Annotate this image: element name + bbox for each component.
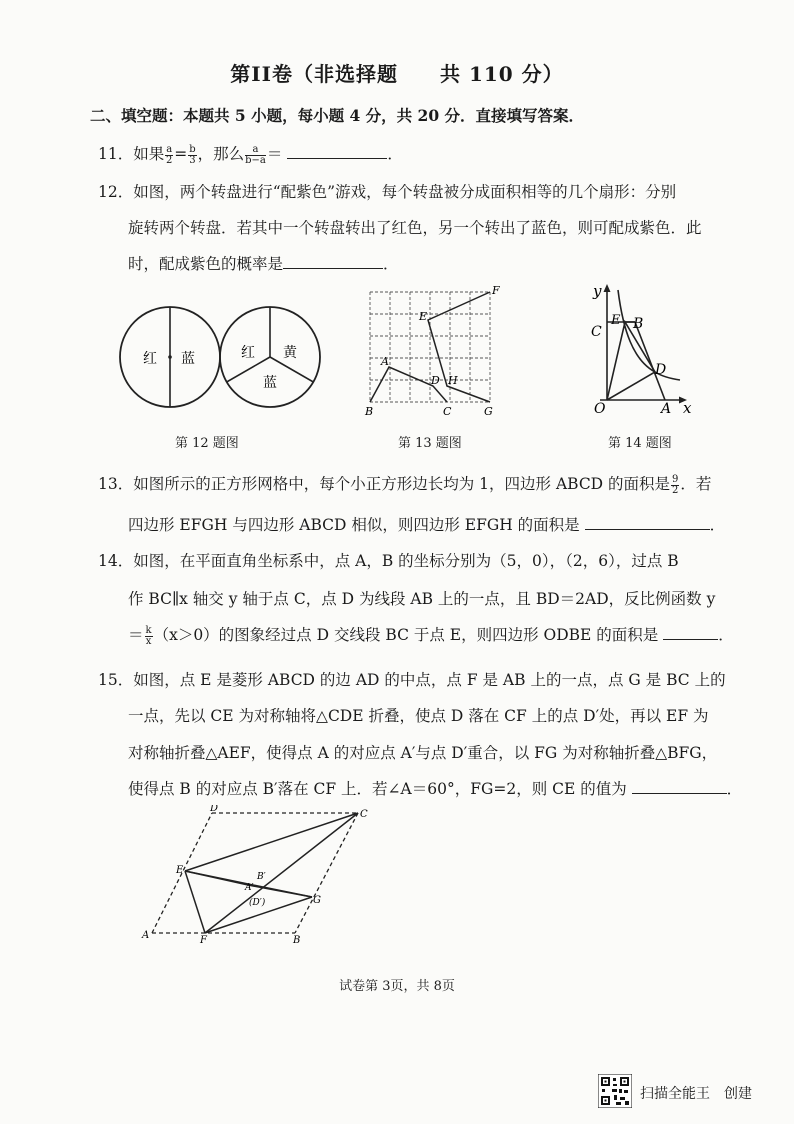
end-mark: ．: [718, 626, 734, 644]
fraction-a-over-2: [165, 145, 173, 166]
question-14-line-3: [128, 623, 734, 647]
q15-text: 使得点 B 的对应点 B′落在 CF 上．若∠A＝60°，FG=2，则 CE 的值为: [128, 780, 627, 798]
point-label: F: [492, 285, 500, 297]
point-label: C: [443, 405, 452, 418]
question-11: [98, 142, 403, 166]
axis-label: y: [593, 282, 602, 300]
frac-den: 2: [672, 484, 679, 496]
end-mark: ．: [709, 516, 726, 534]
section-heading: 二、填空题：本题共 5 小题，每小题 4 分，共 20 分．直接填写答案．: [90, 106, 585, 125]
point-label: E: [419, 310, 428, 323]
q13-text: 如图所示的正方形网格中，每个小正方形边长均为 1，四边形 ABCD 的面积是: [133, 475, 671, 493]
point-label: D: [655, 362, 667, 378]
figure-13-caption: 第 13 题图: [398, 436, 462, 451]
fraction-a-over-b-minus-a: [245, 145, 266, 166]
spinner-1-sector-label: 红: [143, 351, 157, 367]
origin-label: O: [594, 401, 606, 417]
point-label: C: [591, 324, 602, 340]
question-15-line-2: 一点，先以 CE 为对称轴将△CDE 折叠，使点 D 落在 CF 上的点 D′处，再以 EF 为: [128, 707, 709, 725]
point-label: H: [448, 374, 458, 387]
spinner-2-sector-label: 黄: [283, 345, 297, 361]
question-14-line-1: [98, 549, 679, 571]
q14-text: （x＞0）的图象经过点 D 交线段 BC 于点 E，则四边形 ODBE 的面积是: [153, 626, 659, 644]
frac-den: 3: [189, 154, 196, 166]
answer-blank[interactable]: [632, 779, 727, 794]
axis-label: x: [683, 399, 692, 417]
question-12-line-1: [98, 180, 676, 202]
qr-code-icon: [598, 1074, 632, 1108]
end-mark: ．: [383, 255, 399, 273]
end-mark: ．: [726, 780, 743, 798]
figure-13-grid: [360, 285, 510, 420]
point-label: D: [431, 374, 440, 387]
point-label: E: [176, 865, 184, 876]
q14-text: ＝: [128, 626, 144, 644]
point-label: G: [484, 405, 493, 418]
q11-text-b: ，那么: [197, 145, 245, 163]
figure-12-caption: 第 12 题图: [175, 436, 239, 451]
figure-14-caption: 第 14 题图: [608, 436, 672, 451]
answer-blank[interactable]: [283, 254, 383, 269]
question-number: 15．: [98, 671, 134, 689]
answer-blank[interactable]: [287, 144, 387, 159]
point-label: G: [313, 895, 321, 906]
scanner-watermark: 扫描全能王 创建: [640, 1086, 752, 1102]
answer-blank[interactable]: [663, 625, 718, 640]
section-title: 第II卷（非选择题 共 110 分）: [230, 62, 564, 86]
q14-text: 如图，在平面直角坐标系中，点 A，B 的坐标分别为（5，0），（2，6），过点 B: [133, 552, 679, 570]
figure-15-rhombus: [140, 805, 380, 945]
q12-text: 如图，两个转盘进行“配紫色”游戏，每个转盘被分成面积相等的几个扇形：分别: [133, 183, 677, 201]
figure-14-coordinates: [585, 280, 700, 420]
frac-num: 9: [672, 473, 679, 485]
spinner-2-sector-label: 蓝: [263, 375, 277, 391]
frac-num: k: [145, 624, 152, 636]
point-label: C: [360, 809, 368, 820]
frac-num: a: [166, 143, 173, 155]
point-label: B: [633, 316, 644, 332]
question-number: 11．: [98, 145, 134, 163]
q13-text: 四边形 EFGH 与四边形 ABCD 相似，则四边形 EFGH 的面积是: [128, 516, 580, 534]
q11-text-c: ＝: [266, 145, 283, 163]
frac-num: a: [245, 145, 266, 156]
question-15-line-3: 对称轴折叠△AEF，使得点 A 的对应点 A′与点 D′重合，以 FG 为对称轴折叠△BFG，: [128, 744, 718, 762]
question-number: 14．: [98, 552, 134, 570]
spinner-1-sector-label: 蓝: [181, 351, 195, 367]
q13-text: ．若: [680, 475, 712, 493]
page-footer: 试卷第 3页，共 8页: [339, 979, 455, 994]
frac-den: 2: [166, 154, 173, 166]
point-label: A: [142, 930, 150, 941]
q11-text-a: 如果: [133, 145, 165, 163]
frac-den: b−a: [245, 154, 266, 166]
point-label: A′: [245, 883, 254, 893]
figure-12-spinners: [118, 300, 328, 415]
point-label: E: [611, 313, 621, 328]
point-label: D: [210, 805, 219, 814]
q15-text: 如图，点 E 是菱形 ABCD 的边 AD 的中点，点 F 是 AB 上的一点，点 G 是 BC 上的: [133, 671, 726, 689]
frac-num: b: [189, 143, 196, 155]
frac-den: x: [145, 635, 152, 647]
question-13-line-1: [98, 472, 711, 496]
question-number: 13．: [98, 475, 134, 493]
point-label: B′: [257, 872, 266, 882]
q12-text: 时，配成紫色的概率是: [128, 255, 284, 273]
point-label: (D′): [249, 898, 266, 908]
question-15-line-1: [98, 668, 726, 690]
fraction-b-over-3: [188, 145, 196, 166]
point-label: A: [661, 401, 672, 417]
point-label: A: [381, 355, 389, 368]
answer-blank[interactable]: [585, 515, 710, 530]
question-14-line-2: 作 BC∥x 轴交 y 轴于点 C，点 D 为线段 AB 上的一点，且 BD＝2AD，反比例函数 y: [128, 590, 716, 608]
hyperbola-curve: [618, 290, 680, 380]
question-number: 12．: [98, 183, 134, 201]
point-label: F: [200, 935, 207, 945]
question-12-line-2: 旋转两个转盘．若其中一个转盘转出了红色，另一个转出了蓝色，则可配成紫色．此: [128, 219, 702, 237]
fraction-9-over-2: [671, 475, 679, 496]
point-label: B: [365, 405, 374, 418]
spinner-2-sector-label: 红: [241, 345, 255, 361]
question-12-line-3: [128, 252, 399, 274]
end-mark: ．: [387, 145, 403, 163]
point-label: B: [293, 935, 301, 945]
question-13-line-2: [128, 513, 725, 535]
equals: =: [174, 145, 188, 163]
fraction-k-over-x: [145, 626, 153, 647]
question-15-line-4: [128, 777, 742, 799]
